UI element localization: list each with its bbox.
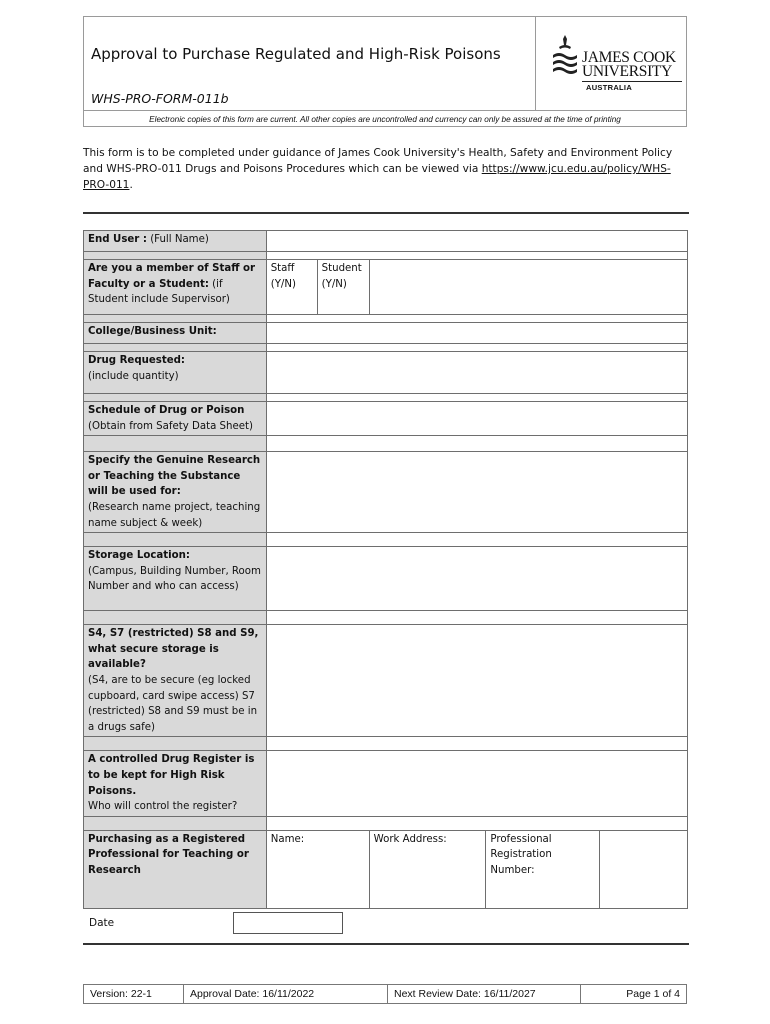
form-header [83,16,687,127]
drug-row [84,352,688,394]
schedule-row [84,402,688,436]
logo-wordmark-line2: UNIVERSITY [582,63,672,80]
prof-reg-cell[interactable]: Professional Registration Number: [486,830,600,908]
purchasing-row [84,830,688,908]
college-row [84,323,688,344]
section-divider-top [83,212,689,214]
end-user-input[interactable] [266,231,687,252]
research-label: Specify the Genuine Research or Teaching the Substance will be used for: (Research name project, teaching name subject & week) [84,452,267,533]
form-code: WHS-PRO-FORM-011b [91,91,229,106]
student-cell[interactable]: Student (Y/N) [317,260,369,315]
document-footer [83,984,687,1004]
date-label: Date [89,917,115,929]
college-label: College/Business Unit: [84,323,267,344]
schedule-input[interactable] [266,402,687,436]
intro-end: . [129,179,133,191]
work-address-cell[interactable]: Work Address: [369,830,486,908]
end-user-label: End User : (Full Name) [84,231,267,252]
storage-input[interactable] [266,547,687,611]
secure-storage-label: S4, S7 (restricted) S8 and S9, what secure storage is available? (S4, are to be secure (eg locked cupboard, card swipe access) S7 (restricted) S8 and S9 must be in a drugs safe) [84,625,267,737]
member-label: Are you a member of Staff or Faculty or a Student: (if Student include Supervisor) [84,260,267,315]
drug-label: Drug Requested: (include quantity) [84,352,267,394]
request-form-table [83,230,688,909]
logo-country: AUSTRALIA [586,83,633,92]
footer-version: Version: 22-1 [84,985,184,1003]
research-row [84,452,688,533]
drug-input[interactable] [266,352,687,394]
member-input[interactable] [369,260,687,315]
staff-cell[interactable]: Staff (Y/N) [266,260,317,315]
purchasing-label: Purchasing as a Registered Professional for Teaching or Research [84,830,267,908]
name-cell[interactable]: Name: [266,830,369,908]
date-input[interactable] [233,912,343,934]
footer-page-number: Page 1 of 4 [626,988,680,1000]
jcu-logo [550,35,684,95]
storage-row [84,547,688,611]
policy-link[interactable]: https://www.jcu.edu.au/policy/WHS-PRO-011 [83,163,671,191]
copy-control-note: Electronic copies of this form are current. All other copies are uncontrolled and currency can only be assured at the time of printing [84,110,686,127]
intro-text: This form is to be completed under guidance of James Cook University's Health, Safety and Environment Policy and WHS-PRO-011 Drugs and Poisons Procedures which can be viewed via [83,147,673,175]
section-divider-bottom [83,943,689,945]
jcu-emblem-icon [550,35,580,81]
secure-storage-row [84,625,688,737]
storage-label: Storage Location: (Campus, Building Number, Room Number and who can access) [84,547,267,611]
form-title: Approval to Purchase Regulated and High-Risk Poisons [91,45,501,63]
end-user-row [84,231,688,252]
logo-divider [582,81,682,82]
logo-wordmark-line1: JAMES COOK [582,49,676,66]
register-input[interactable] [266,751,687,816]
header-title-cell [84,17,536,110]
research-input[interactable] [266,452,687,533]
prof-reg-input[interactable] [600,830,688,908]
college-input[interactable] [266,323,687,344]
intro-paragraph [83,145,683,193]
secure-storage-input[interactable] [266,625,687,737]
footer-review-date: Next Review Date: 16/11/2027 [388,985,581,1003]
footer-approval-date: Approval Date: 16/11/2022 [184,985,388,1003]
schedule-label: Schedule of Drug or Poison (Obtain from Safety Data Sheet) [84,402,267,436]
register-row [84,751,688,816]
register-label: A controlled Drug Register is to be kept for High Risk Poisons. Who will control the register? [84,751,267,816]
member-row [84,260,688,315]
